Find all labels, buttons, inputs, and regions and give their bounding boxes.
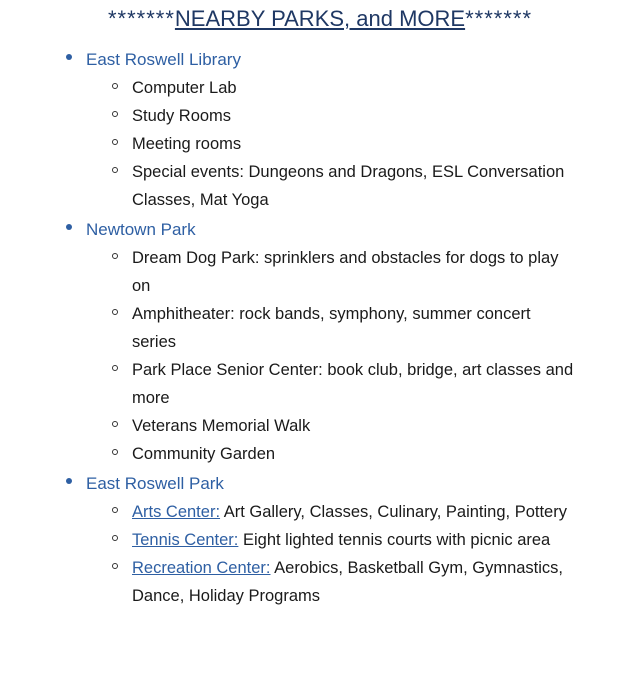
list-item (106, 130, 640, 158)
sub-item-text (132, 498, 577, 526)
circle-bullet-icon (112, 139, 118, 145)
sub-item-text: Community Garden (132, 445, 276, 463)
circle-bullet-icon (112, 309, 118, 315)
list-item (106, 244, 640, 300)
circle-bullet-icon (112, 421, 118, 427)
sub-item-text (132, 554, 577, 610)
list-item (106, 356, 640, 412)
document-page (0, 6, 640, 677)
sub-item-lead: Arts Center: (132, 503, 221, 521)
list-item (106, 412, 640, 440)
circle-bullet-icon (112, 365, 118, 371)
title-stars-right: ******* (465, 6, 533, 31)
title-text: NEARBY PARKS, and MORE (174, 6, 466, 31)
sub-item-text: Amphitheater: rock bands, symphony, summer concert series (132, 305, 531, 351)
section-heading: Newtown Park (86, 220, 196, 239)
sublist (86, 244, 640, 468)
bullet-icon (66, 54, 72, 60)
list-item (106, 554, 640, 610)
bullet-icon (66, 224, 72, 230)
circle-bullet-icon (112, 111, 118, 117)
sub-item-text: Veterans Memorial Walk (132, 417, 311, 435)
sub-item-text: Study Rooms (132, 107, 232, 125)
title-stars-left: ******* (107, 6, 175, 31)
outline-list (0, 46, 640, 610)
sub-item-text (132, 526, 577, 554)
circle-bullet-icon (112, 253, 118, 259)
page-title (0, 6, 640, 32)
bullet-icon (66, 478, 72, 484)
sub-item-rest: Eight lighted tennis courts with picnic area (238, 531, 551, 549)
circle-bullet-icon (112, 167, 118, 173)
circle-bullet-icon (112, 535, 118, 541)
section-heading: East Roswell Library (86, 50, 241, 69)
list-item (106, 526, 640, 554)
sub-item-lead: Recreation Center: (132, 559, 271, 577)
list-item (106, 498, 640, 526)
list-item (106, 158, 640, 214)
sub-item-text: Dream Dog Park: sprinklers and obstacles for dogs to play on (132, 249, 559, 295)
circle-bullet-icon (112, 449, 118, 455)
sub-item-text: Special events: Dungeons and Dragons, ESL Conversation Classes, Mat Yoga (132, 163, 565, 209)
section-heading: East Roswell Park (86, 474, 224, 493)
sub-item-rest: Art Gallery, Classes, Culinary, Painting, Pottery (220, 503, 567, 521)
list-item (106, 440, 640, 468)
sublist (86, 498, 640, 610)
sub-item-text: Computer Lab (132, 79, 237, 97)
list-item (106, 102, 640, 130)
sub-item-rest: Aerobics, Basketball Gym, Gymnastics, Dance, Holiday Programs (132, 559, 564, 605)
sub-item-text: Park Place Senior Center: book club, bridge, art classes and more (132, 361, 574, 407)
circle-bullet-icon (112, 83, 118, 89)
list-item (58, 470, 640, 610)
circle-bullet-icon (112, 507, 118, 513)
sub-item-lead: Tennis Center: (132, 531, 239, 549)
list-item (106, 300, 640, 356)
sublist (86, 74, 640, 214)
sub-item-text: Meeting rooms (132, 135, 242, 153)
list-item (58, 216, 640, 468)
list-item (106, 74, 640, 102)
list-item (58, 46, 640, 214)
circle-bullet-icon (112, 563, 118, 569)
